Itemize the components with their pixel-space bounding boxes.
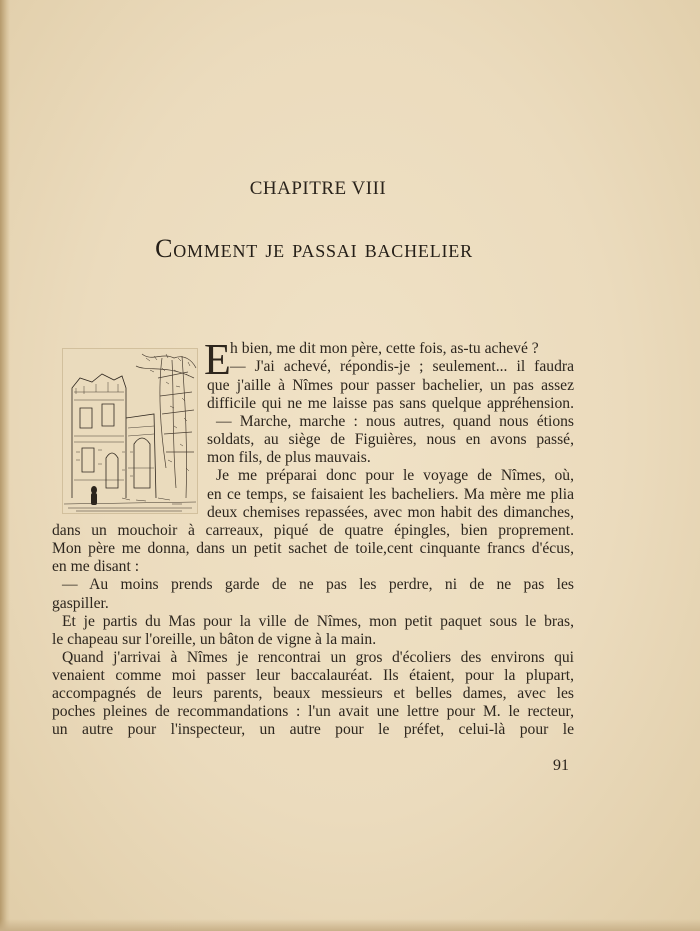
page-number: 91 bbox=[553, 757, 569, 774]
chapter-title: Comment je passai bachelier bbox=[155, 234, 473, 263]
text-line: venaient comme moi passer leur baccalauréat. Ils étaient, pour la plupart, bbox=[52, 667, 574, 684]
text-line: deux chemises repassées, avec mon habit des dimanches, bbox=[207, 504, 574, 521]
text-line: Je me préparai donc pour le voyage de Nîmes, où, bbox=[216, 467, 574, 484]
text-line: difficile qui ne me laisse pas sans quelque appréhension. bbox=[207, 395, 574, 412]
text-line: un autre pour l'inspecteur, un autre pour le préfet, celui-là pour le bbox=[52, 721, 574, 738]
text-line: gaspiller. bbox=[52, 595, 109, 612]
text-line: h bien, me dit mon père, cette fois, as-tu achevé ? bbox=[230, 340, 539, 357]
text-line: mon fils, de plus mauvais. bbox=[207, 449, 371, 466]
text-line: Quand j'arrivai à Nîmes je rencontrai un gros d'écoliers des environs qui bbox=[62, 649, 574, 666]
text-line: Et je partis du Mas pour la ville de Nîmes, mon petit paquet sous le bras, bbox=[62, 613, 574, 630]
text-line: — Au moins prends garde de ne pas les perdre, ni de ne pas les bbox=[62, 576, 574, 593]
text-line: soldats, au siège de Figuières, nous en avons passé, bbox=[207, 431, 574, 448]
text-line: le chapeau sur l'oreille, un bâton de vigne à la main. bbox=[52, 631, 377, 648]
text-line: en me disant : bbox=[52, 558, 140, 575]
text-line: Mon père me donna, dans un petit sachet de toile,cent cinquante francs d'écus, bbox=[52, 540, 574, 557]
text-line: — Marche, marche : nous autres, quand nous étions bbox=[216, 413, 574, 430]
drop-cap: E bbox=[204, 335, 231, 384]
text-line: — J'ai achevé, répondis-je ; seulement... il faudra bbox=[230, 358, 574, 375]
text-line: accompagnés de leurs parents, beaux messieurs et belles dames, avec les bbox=[52, 685, 574, 702]
engraving-illustration bbox=[62, 348, 198, 514]
text-line: en ce temps, se faisaient les bacheliers. Ma mère me plia bbox=[207, 486, 574, 503]
text-line: poches pleines de recommandations : l'un avait une lettre pour M. le recteur, bbox=[52, 703, 574, 720]
page-binding-edge bbox=[0, 0, 10, 931]
text-line: que j'aille à Nîmes pour passer bachelier, un pas assez bbox=[207, 377, 574, 394]
page-bottom-edge bbox=[0, 919, 700, 931]
text-line: dans un mouchoir à carreaux, piqué de quatre épingles, bien proprement. bbox=[52, 522, 574, 539]
chapter-label: CHAPITRE VIII bbox=[249, 178, 387, 199]
